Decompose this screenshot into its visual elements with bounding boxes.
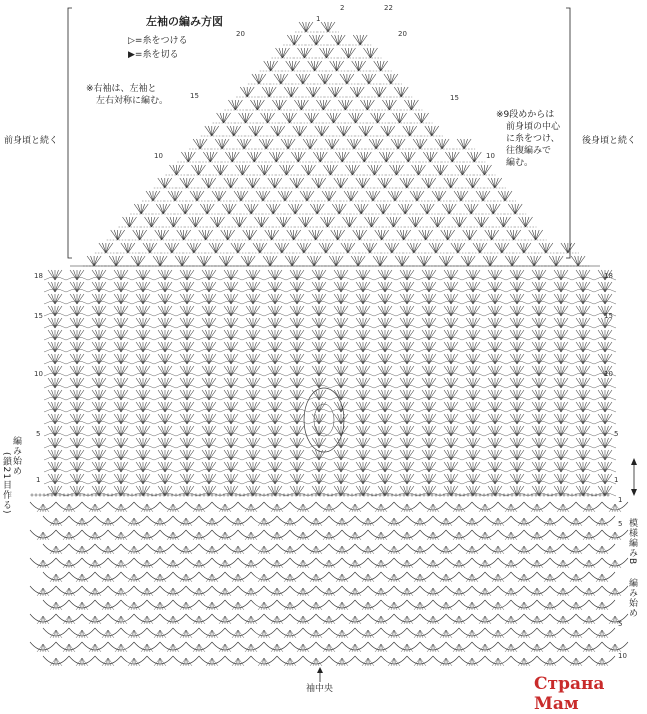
row-number: 1 [614, 476, 618, 484]
watermark: Страна Мам [534, 674, 647, 714]
label-start-left-sub: (鎖21目作る) [0, 452, 11, 514]
row-number: 10 [34, 370, 43, 378]
attach-yarn-icon: ▷ [128, 36, 135, 46]
note-row9-line4: 往復編みで [506, 146, 551, 157]
row-number: 10 [618, 652, 627, 660]
diagram-title: 左袖の編み方図 [146, 16, 223, 27]
row-number: 20 [236, 30, 245, 38]
note-right-sleeve-line2: 左右対称に編む。 [96, 96, 168, 107]
row-number: 5 [618, 520, 622, 528]
row-number: 5 [618, 620, 622, 628]
note-row9-line1: ※9段めからは [496, 110, 554, 121]
note-row9-line2: 前身頃の中心 [506, 122, 560, 133]
row-number: 5 [36, 430, 40, 438]
label-pattern-b: 模様編みB [626, 518, 637, 565]
row-number: 18 [34, 272, 43, 280]
label-start-left: 編み始め [10, 436, 21, 476]
row-number: 20 [398, 30, 407, 38]
row-number: 15 [190, 92, 199, 100]
label-back-body: 後身頃と続く [582, 136, 636, 147]
note-row9-line5: 編む。 [506, 158, 533, 169]
row-number: 2 [340, 4, 344, 12]
row-number: 1 [36, 476, 40, 484]
label-front-body: 前身頃と続く [4, 136, 58, 147]
cut-yarn-icon: ▶ [128, 50, 135, 60]
row-number: 15 [34, 312, 43, 320]
legend-cut-yarn: ▶=糸を切る [128, 50, 178, 61]
row-number: 10 [604, 370, 613, 378]
legend-attach-yarn: ▷=糸をつける [128, 36, 187, 47]
row-number: 5 [614, 430, 618, 438]
row-number: 10 [486, 152, 495, 160]
row-number: 15 [450, 94, 459, 102]
row-number: 18 [604, 272, 613, 280]
row-number: 15 [604, 312, 613, 320]
row-number: 1 [618, 496, 622, 504]
row-number: 22 [384, 4, 393, 12]
label-start-right: 編み始め [626, 578, 637, 618]
note-row9-line3: に糸をつけ、 [506, 134, 560, 145]
row-number: 10 [154, 152, 163, 160]
label-sleeve-center: 袖中央 [306, 684, 333, 695]
row-number: 1 [316, 15, 320, 23]
note-right-sleeve-line1: ※右袖は、左袖と [86, 84, 157, 95]
